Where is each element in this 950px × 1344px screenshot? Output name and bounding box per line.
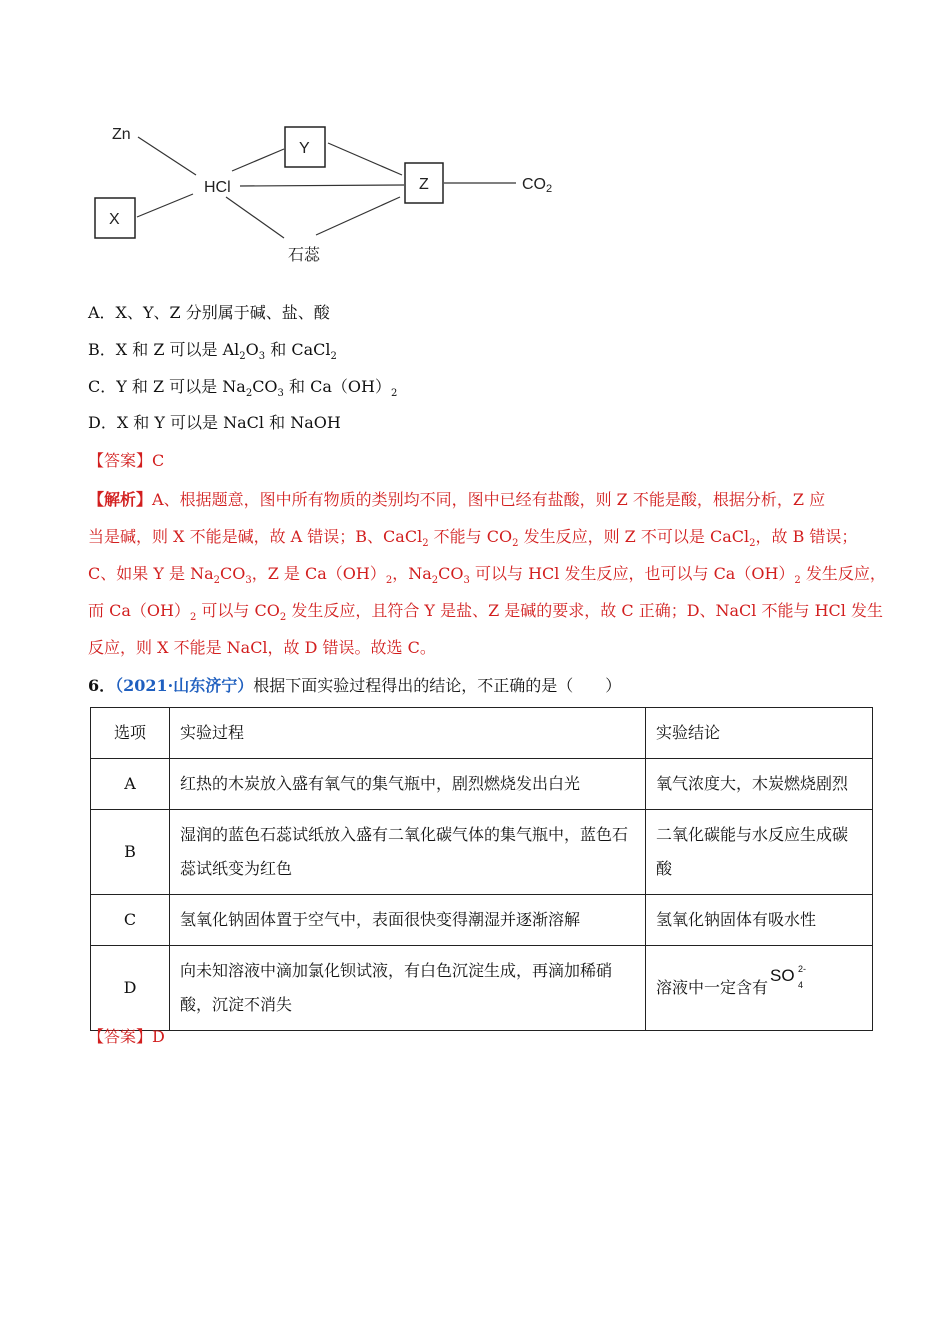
reaction-diagram <box>80 105 580 275</box>
sulfate-ion-subscript: 4 <box>798 980 804 990</box>
line-hcl-shirui <box>226 197 284 238</box>
analysis <box>88 481 886 666</box>
table-header-process: 实验过程 <box>170 708 646 759</box>
answer-1-label: 【答案】 <box>88 451 153 470</box>
analysis-sub: 2 <box>512 538 519 550</box>
label-co2-sub: 2 <box>546 183 553 195</box>
answer-2 <box>88 1026 165 1048</box>
analysis-line-2 <box>88 518 868 555</box>
table-row <box>91 759 873 810</box>
analysis-line-1 <box>88 481 868 518</box>
label-hcl: HCl <box>204 179 231 196</box>
analysis-text-4a: 而 Ca（OH） <box>88 601 190 620</box>
option-c-sub3: 2 <box>390 388 398 400</box>
table-header-option: 选项 <box>91 708 170 759</box>
option-d: D．X 和 Y 可以是 NaCl 和 NaOH <box>88 413 341 432</box>
option-c-text: C．Y 和 Z 可以是 Na <box>88 377 246 396</box>
option-c-sub1: 2 <box>245 388 253 400</box>
option-b-text2: O <box>245 340 259 359</box>
analysis-text-2c: 发生反应，则 Z 不可以是 CaCl <box>518 527 750 546</box>
label-zn: Zn <box>112 126 131 143</box>
table-cell-option: C <box>91 895 170 946</box>
question-6-source: （2021·山东济宁） <box>115 676 254 695</box>
option-c-sub2: 3 <box>277 388 284 400</box>
table-cell-conclusion <box>646 946 873 1031</box>
analysis-text-1: A、根据题意，图中所有物质的类别均不同，图中已经有盐酸，则 Z 不能是酸，根据分析，Z 应 <box>152 490 826 509</box>
table-header-conclusion: 实验结论 <box>646 708 873 759</box>
analysis-line-5: 反应，则 X 不能是 NaCl，故 D 错误。故选 C。 <box>88 638 436 657</box>
analysis-text-3g: 发生反应， <box>800 564 886 583</box>
analysis-text-2d: ，故 B 错误； <box>755 527 858 546</box>
option-b-text3: 和 CaCl <box>265 340 331 359</box>
analysis-sub: 2 <box>189 612 197 624</box>
table-row <box>91 810 873 895</box>
question-6-number: 6． <box>88 676 116 695</box>
analysis-sub: 2 <box>385 575 393 587</box>
answer-2-value: D <box>152 1027 165 1046</box>
line-x-hcl <box>137 194 193 217</box>
analysis-sub: 2 <box>279 612 287 624</box>
question-6-text: 根据下面实验过程得出的结论，不正确的是（ ） <box>253 676 622 695</box>
table-cell-process: 氢氧化钠固体置于空气中，表面很快变得潮湿并逐渐溶解 <box>170 895 646 946</box>
analysis-sub: 2 <box>794 575 801 587</box>
table-cell-option: B <box>91 810 170 895</box>
line-hcl-z <box>240 185 404 186</box>
analysis-text-4c: 发生反应，且符合 Y 是盐、Z 是碱的要求，故 C 正确；D、NaCl 不能与 HCl 发生 <box>286 601 883 620</box>
table-header-row <box>91 708 873 759</box>
analysis-sub: 3 <box>463 575 470 587</box>
table-row <box>91 895 873 946</box>
analysis-sub: 2 <box>431 575 439 587</box>
table-cell-process: 红热的木炭放入盛有氧气的集气瓶中，剧烈燃烧发出白光 <box>170 759 646 810</box>
label-z: Z <box>419 176 429 193</box>
analysis-sub: 3 <box>245 575 252 587</box>
analysis-text-2a: 当是碱，则 X 不能是碱，故 A 错误；B、CaCl <box>88 527 423 546</box>
table-cell-conclusion-text: 溶液中一定含有 <box>656 978 769 997</box>
answer-1-value: C <box>152 451 165 470</box>
table-row <box>91 946 873 1031</box>
table-cell-process: 湿润的蓝色石蕊试纸放入盛有二氧化碳气体的集气瓶中，蓝色石蕊试纸变为红色 <box>170 810 646 895</box>
table-cell-conclusion: 氧气浓度大，木炭燃烧剧烈 <box>646 759 873 810</box>
sulfate-ion-symbol: SO <box>770 966 795 985</box>
line-y-z <box>328 143 402 175</box>
analysis-text-3e: CO <box>438 564 464 583</box>
table-cell-conclusion: 氢氧化钠固体有吸水性 <box>646 895 873 946</box>
analysis-sub: 2 <box>749 538 756 550</box>
question-6 <box>88 675 621 697</box>
label-y: Y <box>299 140 310 157</box>
label-co2-main: CO <box>522 176 546 193</box>
sulfate-ion <box>770 959 807 993</box>
option-b-text: B．X 和 Z 可以是 Al <box>88 340 240 359</box>
label-shirui: 石蕊 <box>288 247 321 264</box>
analysis-text-2b: 不能与 CO <box>428 527 513 546</box>
label-x: X <box>109 211 120 228</box>
analysis-line-4 <box>88 592 883 629</box>
analysis-text-3a: C、如果 Y 是 Na <box>88 564 214 583</box>
option-c-text3: 和 Ca（OH） <box>283 377 391 396</box>
analysis-text-3d: ，Na <box>392 564 432 583</box>
experiment-table <box>90 707 873 1031</box>
option-b-sub1: 2 <box>239 351 246 363</box>
option-b-sub2: 3 <box>258 351 266 363</box>
table-cell-process: 向未知溶液中滴加氯化钡试液，有白色沉淀生成，再滴加稀硝酸，沉淀不消失 <box>170 946 646 1031</box>
option-a: A．X、Y、Z 分别属于碱、盐、酸 <box>88 303 330 322</box>
option-c-text2: CO <box>252 377 278 396</box>
option-c <box>88 376 397 405</box>
analysis-text-3f: 可以与 HCl 发生反应，也可以与 Ca（OH） <box>469 564 795 583</box>
answer-2-label: 【答案】 <box>88 1027 153 1046</box>
analysis-text-4b: 可以与 CO <box>196 601 280 620</box>
line-hcl-y <box>232 149 284 171</box>
analysis-label: 【解析】 <box>88 490 153 509</box>
line-zn-hcl <box>138 137 196 175</box>
label-co2 <box>522 176 552 195</box>
sulfate-ion-charge: 2- <box>798 964 807 974</box>
table-cell-option: A <box>91 759 170 810</box>
analysis-text-3c: ，Z 是 Ca（OH） <box>251 564 386 583</box>
analysis-line-3 <box>88 555 886 592</box>
option-b <box>88 339 337 368</box>
table-cell-conclusion: 二氧化碳能与水反应生成碳酸 <box>646 810 873 895</box>
answer-1 <box>88 450 164 472</box>
analysis-sub: 2 <box>422 538 429 550</box>
analysis-text-3b: CO <box>219 564 246 583</box>
table-cell-option: D <box>91 946 170 1031</box>
line-shirui-z <box>316 197 400 235</box>
reaction-diagram-svg <box>80 105 580 275</box>
analysis-sub: 2 <box>213 575 220 587</box>
option-b-sub3: 2 <box>330 351 337 363</box>
